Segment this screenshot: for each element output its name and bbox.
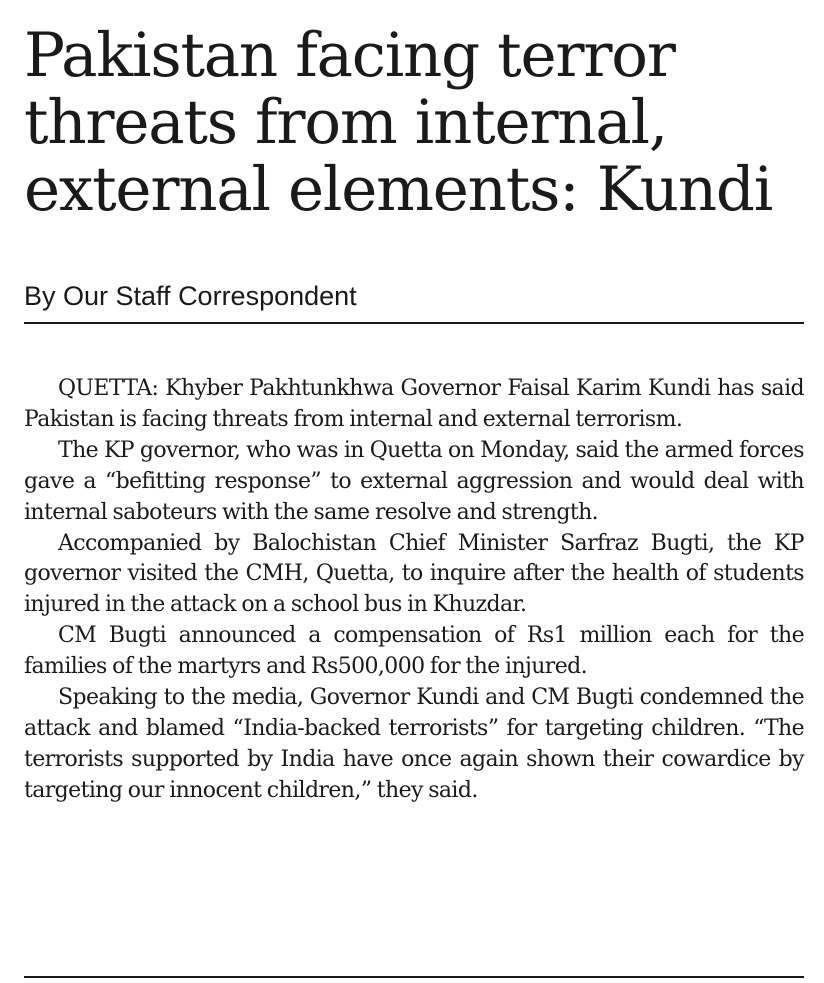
article-end-divider (24, 976, 804, 978)
paragraph-5: Speaking to the media, Governor Kundi and CM Bugti condemned the attack and blamed “India-backed terrorists” for targeting children. “The terrorists supported by India have once again shown their cowardice by targeting our innocent children,” they said. (24, 685, 804, 803)
paragraph-3: Accompanied by Balochistan Chief Minister Sarfraz Bugti, the KP governor visited the CMH, Quetta, to inquire after the health of students injured in the attack on a school bus in Khuzdar. (24, 530, 804, 618)
paragraph-1: QUETTA: Khyber Pakhtunkhwa Governor Faisal Karim Kundi has said Pakistan is facing threats from internal and external terrorism. (24, 376, 804, 432)
article-body (24, 374, 804, 807)
byline-divider (24, 322, 804, 324)
news-article (24, 0, 804, 983)
paragraph-2: The KP governor, who was in Quetta on Monday, said the armed forces gave a “befitting response” to external aggression and would deal with internal saboteurs with the same resolve and strength. (24, 437, 804, 525)
byline: By Our Staff Correspondent (24, 281, 357, 311)
headline: Pakistan facing terror threats from internal, external elements: Kundi (24, 20, 773, 225)
paragraph-4: CM Bugti announced a compensation of Rs1 million each for the families of the martyrs and Rs500,000 for the injured. (24, 623, 804, 680)
